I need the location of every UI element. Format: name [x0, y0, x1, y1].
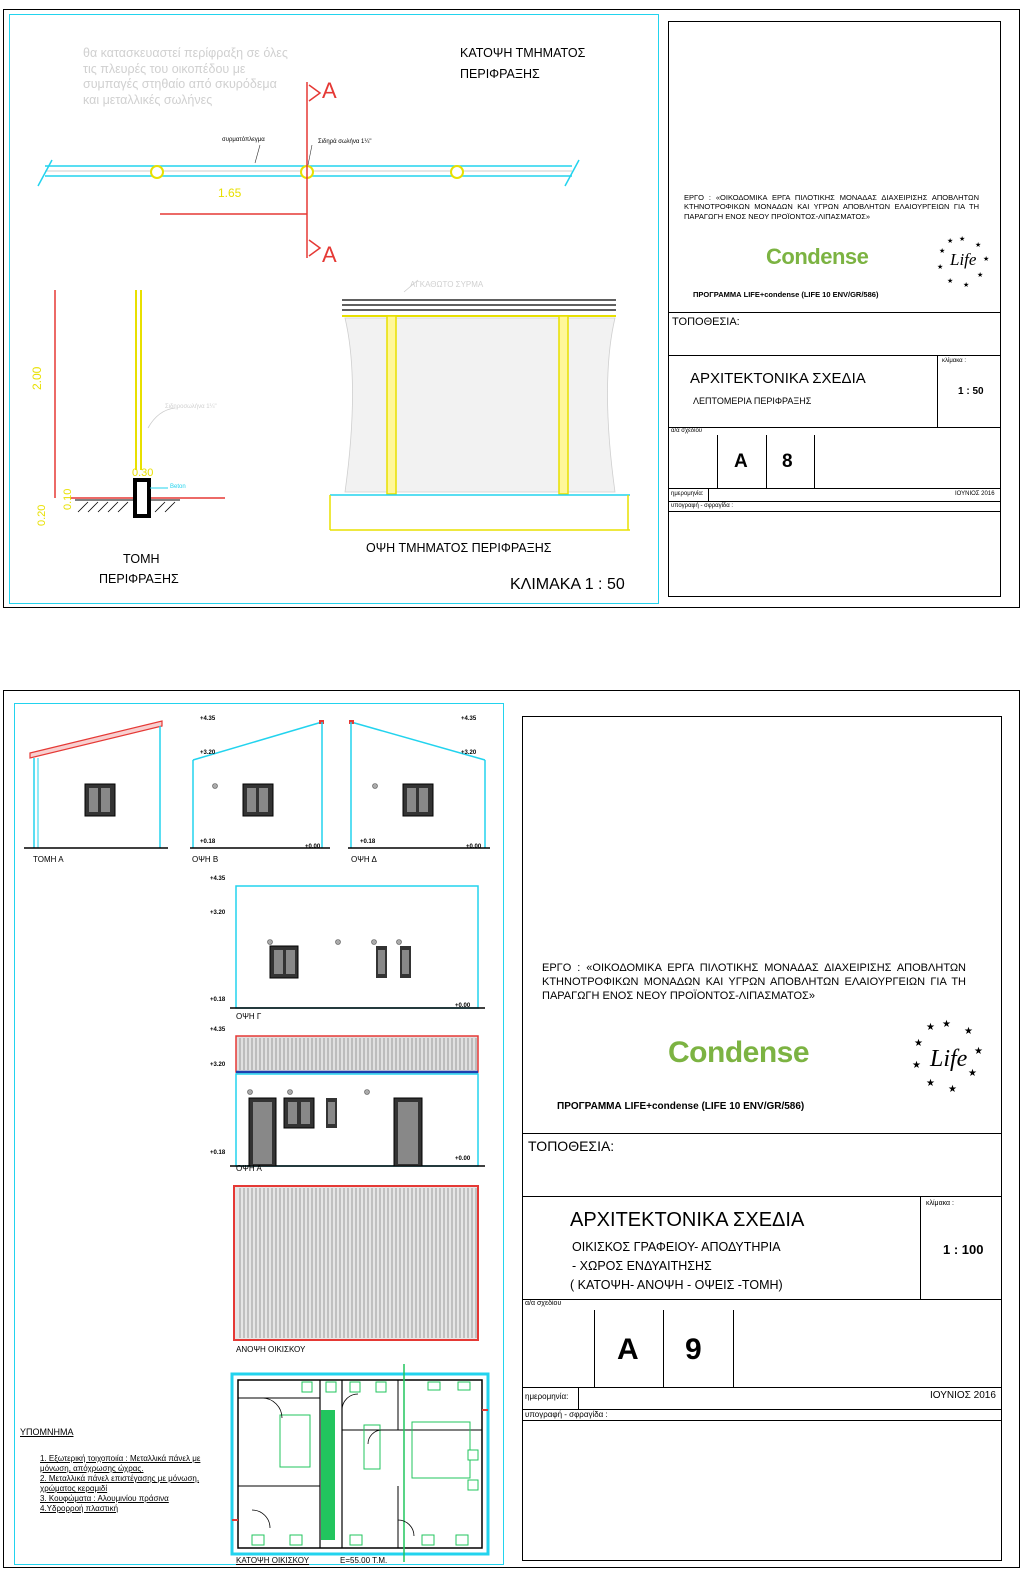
- view-b-title: ΟΨΗ Β: [192, 855, 219, 864]
- elev-a-plus320: +3.20: [210, 1062, 226, 1068]
- tb-a8-vline4: [814, 435, 815, 488]
- tb-a8-vline3: [766, 435, 767, 488]
- elev-b-zero: +0.00: [305, 844, 321, 850]
- scale-value-a9: 1 : 100: [943, 1242, 984, 1257]
- svg-text:★: ★: [964, 1026, 973, 1037]
- svg-text:★: ★: [914, 1038, 923, 1049]
- drawing-no-label-a9: α/α σχεδίου: [525, 1300, 562, 1307]
- signature-label-a9: υπογραφή - σφραγίδα :: [525, 1410, 608, 1419]
- dim-spacing: 1.65: [218, 186, 242, 200]
- svg-text:★: ★: [975, 242, 982, 249]
- svg-text:★: ★: [947, 238, 954, 245]
- tb-a8-line4: [668, 488, 1001, 489]
- dim-base-010: 0.10: [62, 488, 74, 510]
- svg-text:★: ★: [942, 1019, 951, 1030]
- plan-title-line1: ΚΑΤΟΨΗ ΤΜΗΜΑΤΟΣ: [460, 46, 586, 60]
- drawings-title-a9: ΑΡΧΙΤΕΚΤΟΝΙΚΑ ΣΧΕΔΙΑ: [570, 1209, 805, 1231]
- label-mesh: συρματόπλεγμα: [222, 137, 265, 143]
- life-logo-a9: Life: [930, 1046, 968, 1072]
- tb-a9-vline5: [578, 1387, 579, 1409]
- legend-title: ΥΠΟΜΝΗΜΑ: [20, 1427, 74, 1437]
- elev-d-plus435: +4.35: [461, 716, 477, 722]
- drawing-letter-a9: A: [617, 1333, 639, 1366]
- drawings-subtitle-a9-2: - ΧΩΡΟΣ ΕΝΔΥΑΙΤΗΣΗΣ: [572, 1259, 712, 1273]
- elev-g-zero: +0.00: [455, 1003, 471, 1009]
- elev-g-plus018: +0.18: [210, 997, 226, 1003]
- tb-a8-line5: [668, 501, 1001, 502]
- dim-top-030: 0.30: [132, 467, 154, 479]
- label-concrete: Beton: [170, 484, 186, 490]
- tb-a9-vline1: [920, 1196, 921, 1299]
- location-label-a8: ΤΟΠΟΘΕΣΙΑ:: [672, 316, 740, 328]
- tb-a9-line4: [522, 1387, 1002, 1388]
- tb-a8-line3: [668, 427, 1001, 428]
- date-value-a8: ΙΟΥΝΙΟΣ 2016: [955, 491, 995, 497]
- elevation-title: ΟΨΗ ΤΜΗΜΑΤΟΣ ΠΕΡΙΦΡΑΞΗΣ: [366, 541, 552, 555]
- svg-text:★: ★: [939, 248, 946, 255]
- elev-a-plus435: +4.35: [210, 1027, 226, 1033]
- tb-a9-vline3: [663, 1310, 664, 1387]
- stars-icon-a8: [933, 233, 993, 293]
- fence-note: θα κατασκευαστεί περίφραξη σε όλες τις πλευρές του οικοπέδου με συμπαγές στηθαίο από σκυρόδεμα και μεταλλικές σωλήνες: [83, 46, 288, 107]
- location-label-a9: ΤΟΠΟΘΕΣΙΑ:: [528, 1138, 615, 1154]
- svg-text:★: ★: [948, 1084, 957, 1095]
- elev-a-zero: +0.00: [455, 1156, 471, 1162]
- svg-text:★: ★: [968, 1068, 977, 1079]
- date-label-a8: ημερομηνία:: [671, 491, 704, 497]
- legend-item-1: 1. Εξωτερική τοιχοποιία : Μεταλλικά πάνελ με μόνωση, απόχρωσης ώχρας.: [40, 1454, 201, 1473]
- condense-logo-a9: Condense: [668, 1036, 810, 1069]
- tb-a8-vline5: [708, 488, 709, 501]
- svg-text:★: ★: [963, 282, 970, 289]
- elev-g-plus435: +4.35: [210, 876, 226, 882]
- tb-a8-line1: [668, 312, 1001, 313]
- svg-text:★: ★: [947, 278, 954, 285]
- svg-text:★: ★: [959, 236, 966, 243]
- tb-a8-line2: [668, 355, 1001, 356]
- cabin-drawings: [0, 690, 520, 1570]
- elev-d-plus320: +3.20: [461, 750, 477, 756]
- legend-list: [40, 1454, 215, 1514]
- elev-d-zero: +0.00: [466, 844, 482, 850]
- scale-label-a8: κλίμακα :: [942, 358, 966, 364]
- tb-a8-line6: [668, 511, 1001, 512]
- floor-plan-title: ΚΑΤΟΨΗ ΟΙΚΙΣΚΟΥ: [236, 1556, 310, 1565]
- condense-logo-a8: Condense: [766, 244, 869, 269]
- tb-a9-line2: [522, 1196, 1002, 1197]
- legend-item-3: 3. Κουφώματα : Αλουμινίου πράσινα: [40, 1494, 169, 1503]
- date-value-a9: ΙΟΥΝΙΟΣ 2016: [930, 1390, 996, 1401]
- svg-text:★: ★: [983, 256, 990, 263]
- programme-a8: ΠΡΟΓΡΑΜΜΑ LIFE+condense (LIFE 10 ENV/GR/586): [693, 290, 879, 299]
- elev-b-plus018: +0.18: [200, 839, 216, 845]
- drawings-subtitle-a9-3: ( ΚΑΤΟΨΗ- ΑΝΟΨΗ - ΟΨΕΙΣ -ΤΟΜΗ): [570, 1278, 783, 1292]
- elev-a-plus018: +0.18: [210, 1150, 226, 1156]
- drawings-subtitle-a8: ΛΕΠΤΟΜΕΡΙΑ ΠΕΡΙΦΡΑΞΗΣ: [693, 396, 812, 406]
- elev-b-plus320: +3.20: [200, 750, 216, 756]
- legend-item-2: 2. Μεταλλικά πάνελ επιστέγασης με μόνωση, χρώματος κεραμιδί: [40, 1474, 200, 1493]
- scale-label-a9: κλίμακα :: [926, 1200, 954, 1207]
- view-g-title: ΟΨΗ Γ: [236, 1012, 262, 1021]
- life-logo-a8: Life: [950, 250, 977, 269]
- tb-a9-line6: [522, 1420, 1002, 1421]
- dim-height: 2.00: [30, 366, 44, 390]
- svg-text:★: ★: [937, 264, 944, 271]
- drawing-no-label-a8: α/α σχεδίου: [671, 428, 703, 434]
- section-mark-bottom: A: [322, 242, 337, 267]
- tb-a8-vline1: [937, 355, 938, 427]
- tb-a8-vline2: [717, 435, 718, 488]
- elev-d-plus018: +0.18: [360, 839, 376, 845]
- roof-plan-title: ΑΝΟΨΗ ΟΙΚΙΣΚΟΥ: [236, 1345, 306, 1354]
- tb-a9-line1: [522, 1133, 1002, 1134]
- dim-base-020: 0.20: [36, 504, 48, 526]
- date-label-a9: ημερομηνία:: [525, 1392, 569, 1401]
- drawing-letter-a8: A: [734, 451, 748, 472]
- drawing-number-a8: 8: [782, 451, 793, 472]
- floor-area: Ε=55.00 Τ.Μ.: [340, 1556, 388, 1565]
- scale-value-a8: 1 : 50: [958, 386, 984, 397]
- elev-g-plus320: +3.20: [210, 910, 226, 916]
- drawing-number-a9: 9: [685, 1333, 702, 1366]
- view-d-title: ΟΨΗ Δ: [351, 855, 377, 864]
- programme-a9: ΠΡΟΓΡΑΜΜΑ LIFE+condense (LIFE 10 ENV/GR/586): [557, 1101, 805, 1112]
- view-a-title: ΟΨΗ Α: [236, 1164, 262, 1173]
- label-pipe: Σιδηρά σωλήνα 1¼": [318, 139, 372, 145]
- section-title-line1: ΤΟΜΗ: [123, 552, 160, 566]
- tb-a9-vline2: [594, 1310, 595, 1387]
- svg-text:★: ★: [926, 1078, 935, 1089]
- label-section-pipe: Σιδηροσωλήνα 1¼": [165, 404, 217, 410]
- section-title-line2: ΠΕΡΙΦΡΑΞΗΣ: [99, 572, 179, 586]
- scale-caption: ΚΛΙΜΑΚΑ 1 : 50: [510, 576, 625, 593]
- project-description-a8: ΕΡΓΟ : «ΟΙΚΟΔΟΜΙΚΑ ΕΡΓΑ ΠΙΛΟΤΙΚΗΣ ΜΟΝΑΔΑΣ ΔΙΑΧΕΙΡΙΣΗΣ ΑΠΟΒΛΗΤΩΝ ΚΤΗΝΟΤΡΟΦΙΚΩΝ ΜΟΝΑΔΩΝ ΚΑΙ ΥΓΡΩΝ ΑΠΟΒΛΗΤΩΝ ΕΛΑΙΟΥΡΓΕΙΩΝ ΓΙΑ ΤΗ ΠΑΡΑΓΩΓΗ ΕΝΟΣ ΝΕΟΥ ΠΡΟΪΟΝΤΟΣ-ΛΙΠΑΣΜΑΤΟΣ»: [684, 193, 979, 221]
- svg-text:★: ★: [977, 272, 984, 279]
- svg-text:★: ★: [912, 1060, 921, 1071]
- drawings-title-a8: ΑΡΧΙΤΕΚΤΟΝΙΚΑ ΣΧΕΔΙΑ: [690, 370, 866, 387]
- stars-icon-a9: [908, 1018, 988, 1098]
- plan-title-line2: ΠΕΡΙΦΡΑΞΗΣ: [460, 67, 540, 81]
- svg-text:★: ★: [974, 1046, 983, 1057]
- signature-label-a8: υπογραφή - σφραγίδα :: [671, 503, 734, 509]
- tb-a9-vline4: [733, 1310, 734, 1387]
- svg-text:★: ★: [926, 1022, 935, 1033]
- label-barbed-wire: ΑΓΚΑΘΩΤΟ ΣΥΡΜΑ: [410, 280, 484, 289]
- tb-a9-line3: [522, 1299, 1002, 1300]
- legend-item-4: 4.Υδρορροή πλαστική: [40, 1504, 119, 1513]
- project-description-a9: ΕΡΓΟ : «ΟΙΚΟΔΟΜΙΚΑ ΕΡΓΑ ΠΙΛΟΤΙΚΗΣ ΜΟΝΑΔΑΣ ΔΙΑΧΕΙΡΙΣΗΣ ΑΠΟΒΛΗΤΩΝ ΚΤΗΝΟΤΡΟΦΙΚΩΝ ΜΟΝΑΔΩΝ ΚΑΙ ΥΓΡΩΝ ΑΠΟΒΛΗΤΩΝ ΕΛΑΙΟΥΡΓΕΙΩΝ ΓΙΑ ΤΗ ΠΑΡΑΓΩΓΗ ΕΝΟΣ ΝΕΟΥ ΠΡΟΪΟΝΤΟΣ-ΛΙΠΑΣΜΑΤΟΣ»: [542, 962, 966, 1002]
- section-a-title: ΤΟΜΗ Α: [33, 855, 64, 864]
- drawings-subtitle-a9-1: ΟΙΚΙΣΚΟΣ ΓΡΑΦΕΙΟΥ- ΑΠΟΔΥΤΗΡΙΑ: [572, 1240, 781, 1254]
- section-mark-top: A: [322, 78, 337, 103]
- elev-b-plus435: +4.35: [200, 716, 216, 722]
